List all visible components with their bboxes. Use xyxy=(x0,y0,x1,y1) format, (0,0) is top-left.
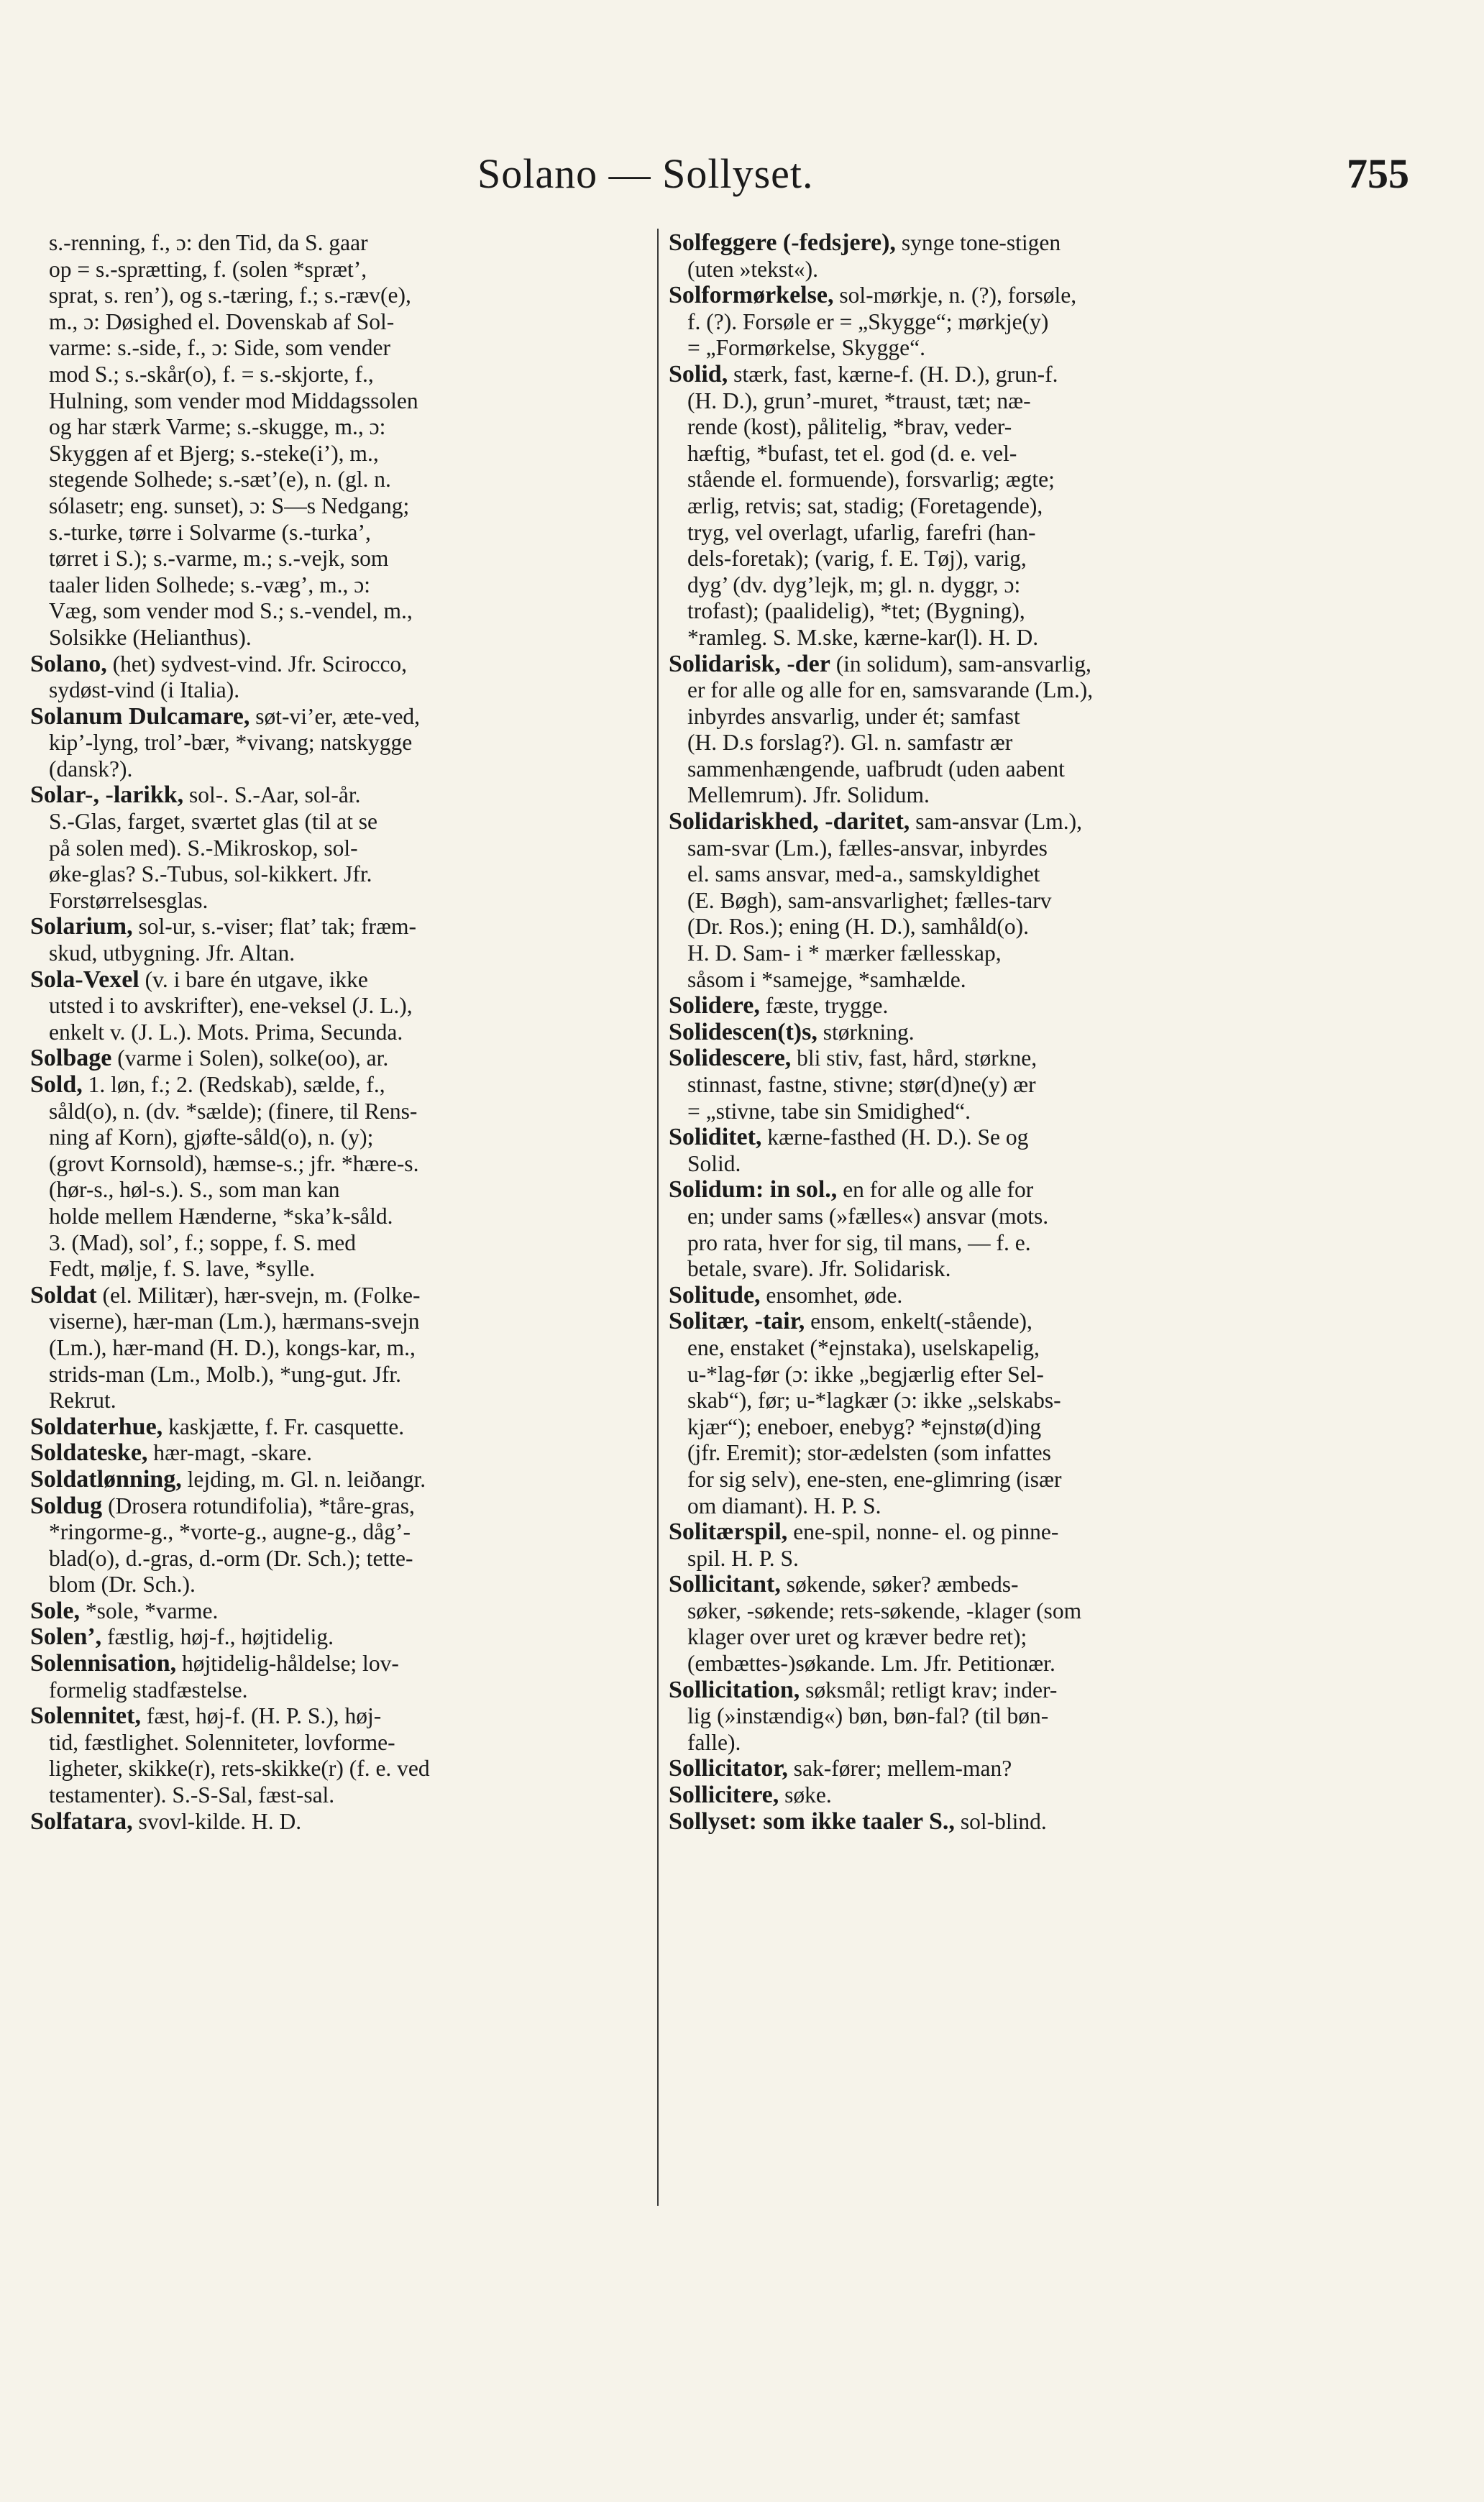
entry-text: betale, svare). Jfr. Solidarisk. xyxy=(687,1256,951,1282)
entry-text-line xyxy=(669,756,1281,783)
entry-text-line xyxy=(30,283,650,309)
entry-text: formelig stadfæstelse. xyxy=(49,1677,248,1703)
headword: Solidescere, xyxy=(669,1045,792,1072)
dictionary-entry-line xyxy=(669,1177,1281,1204)
entry-text-line xyxy=(30,1177,650,1204)
entry-text-line xyxy=(30,520,650,546)
entry-text: sol-ur, s.-viser; flat’ tak; fræm- xyxy=(132,914,417,940)
headword: Solar-, -larikk, xyxy=(30,782,184,809)
entry-text: fæstlig, høj-f., højtidelig. xyxy=(101,1624,334,1650)
entry-text: spil. H. P. S. xyxy=(687,1545,799,1571)
dictionary-entry-line xyxy=(669,1309,1281,1335)
entry-text: bli stiv, fast, hård, størkne, xyxy=(791,1045,1038,1071)
headword: Solitær, -tair, xyxy=(669,1309,805,1335)
entry-text-line xyxy=(669,520,1281,546)
entry-text-line xyxy=(669,1335,1281,1362)
headword: Sola-Vexel xyxy=(30,966,139,993)
entry-text: (E. Bøgh), sam-ansvarlighet; fælles-tarv xyxy=(687,887,1052,913)
entry-text: sak-fører; mellem-man? xyxy=(787,1756,1012,1782)
headword: Solidere, xyxy=(669,993,760,1019)
entry-text: *ramleg. S. M.ske, kærne-kar(l). H. D. xyxy=(687,624,1039,650)
entry-text: Skyggen af et Bjerg; s.-steke(i’), m., xyxy=(49,440,379,466)
entry-text: f. (?). Forsøle er = „Skygge“; mørkje(y) xyxy=(687,308,1049,334)
entry-text-line xyxy=(30,1362,650,1388)
entry-text: utsted i to avskrifter), ene-veksel (J. L.), xyxy=(49,993,413,1019)
headword: Solitærspil, xyxy=(669,1519,788,1546)
entry-text: hær-magt, -skare. xyxy=(147,1440,312,1466)
headword: Solformørkelse, xyxy=(669,283,834,309)
dictionary-entry-line xyxy=(30,1072,650,1099)
entry-text-line xyxy=(669,388,1281,415)
page-number: 755 xyxy=(1347,150,1409,197)
dictionary-entry-line xyxy=(30,704,650,730)
entry-text-line xyxy=(669,441,1281,467)
dictionary-entry-line xyxy=(669,283,1281,309)
entry-text: Mellemrum). Jfr. Solidum. xyxy=(687,782,930,808)
entry-text-line xyxy=(30,493,650,520)
entry-text: ene, enstaket (*ejnstaka), uselskapelig, xyxy=(687,1334,1040,1360)
entry-text: kaskjætte, f. Fr. casquette. xyxy=(162,1413,405,1439)
entry-text: svovl-kilde. H. D. xyxy=(132,1808,302,1834)
entry-text: blom (Dr. Sch.). xyxy=(49,1572,196,1598)
entry-text: søke. xyxy=(779,1782,832,1808)
entry-text: Hulning, som vender mod Middagssolen xyxy=(49,388,418,413)
entry-text-line xyxy=(669,1230,1281,1257)
entry-text: kjær“); eneboer, enebyg? *ejnstø(d)ing xyxy=(687,1413,1042,1439)
entry-text-line xyxy=(669,1072,1281,1099)
entry-text-line xyxy=(669,625,1281,651)
dictionary-entry-line xyxy=(30,1651,650,1677)
entry-text: inbyrdes ansvarlig, under ét; samfast xyxy=(687,703,1020,729)
dictionary-entry-line xyxy=(669,651,1281,678)
entry-text-line xyxy=(669,1256,1281,1283)
entry-text-line xyxy=(669,888,1281,915)
entry-text: en; under sams (»fælles«) ansvar (mots. xyxy=(687,1203,1049,1229)
entry-text: (varme i Solen), solke(oo), ar. xyxy=(111,1045,389,1071)
entry-text: op = s.-sprætting, f. (solen *spræt’, xyxy=(49,256,367,282)
entry-text: ensom, enkelt(-stående), xyxy=(805,1309,1032,1334)
entry-text: (H. D.), grun’-muret, *traust, tæt; næ- xyxy=(687,388,1031,413)
entry-text-line xyxy=(30,861,650,888)
entry-text: dels-foretak); (varig, f. E. Tøj), varig, xyxy=(687,546,1027,572)
entry-text-line xyxy=(669,1414,1281,1441)
headword: Solanum Dulcamare, xyxy=(30,703,250,730)
dictionary-entry-line xyxy=(669,230,1281,257)
entry-text: tørret i S.); s.-varme, m.; s.-vejk, som xyxy=(49,546,389,572)
entry-text-line xyxy=(30,230,650,257)
column-divider xyxy=(657,229,659,2206)
headword: Solidescen(t)s, xyxy=(669,1019,817,1045)
entry-text: tid, fæstlighet. Solenniteter, lovforme- xyxy=(49,1729,395,1755)
entry-text-line xyxy=(669,677,1281,704)
entry-text: s.-renning, f., ɔ: den Tid, da S. gaar xyxy=(49,230,368,255)
entry-text-line xyxy=(30,1204,650,1230)
entry-text-line xyxy=(669,1467,1281,1493)
entry-text: sydøst-vind (i Italia). xyxy=(49,677,240,703)
entry-text: trofast); (paalidelig), *tet; (Bygning), xyxy=(687,598,1025,624)
dictionary-entry-line xyxy=(669,1677,1281,1704)
entry-text: hæftig, *bufast, tet el. god (d. e. vel- xyxy=(687,440,1017,466)
entry-text: holde mellem Hænderne, *ska’k-såld. xyxy=(49,1203,393,1229)
entry-text: 1. løn, f.; 2. (Redskab), sælde, f., xyxy=(82,1072,385,1097)
entry-text-line xyxy=(669,1730,1281,1756)
entry-text-line xyxy=(30,625,650,651)
entry-text: viserne), hær-man (Lm.), hærmans-svejn xyxy=(49,1309,420,1334)
entry-text: søt-vi’er, æte-ved, xyxy=(249,703,421,729)
entry-text: om diamant). H. P. S. xyxy=(687,1493,881,1518)
headword: Solfeggere (-fedsjere), xyxy=(669,230,896,256)
entry-text: skud, utbygning. Jfr. Altan. xyxy=(49,940,296,966)
entry-text: og har stærk Varme; s.-skugge, m., ɔ: xyxy=(49,414,386,440)
entry-text-line xyxy=(30,1572,650,1598)
entry-text: højtidelig-håldelse; lov- xyxy=(176,1651,399,1677)
entry-text-line xyxy=(669,940,1281,967)
entry-text: Forstørrelsesglas. xyxy=(49,887,209,913)
entry-text: såsom i *samejge, *samhælde. xyxy=(687,966,966,992)
headword: Solano, xyxy=(30,651,107,677)
dictionary-entry-line xyxy=(30,1598,650,1625)
entry-text-line xyxy=(30,467,650,493)
left-column xyxy=(30,230,650,1835)
dictionary-entry-line xyxy=(30,914,650,940)
entry-text-line xyxy=(669,309,1281,336)
entry-text: pro rata, hver for sig, til mans, — f. e. xyxy=(687,1229,1031,1255)
entry-text-line xyxy=(30,1730,650,1756)
dictionary-entry-line xyxy=(669,1782,1281,1809)
entry-text: enkelt v. (J. L.). Mots. Prima, Secunda. xyxy=(49,1019,403,1045)
entry-text: sammenhængende, uafbrudt (uden aabent xyxy=(687,756,1065,782)
entry-text-line xyxy=(669,257,1281,283)
entry-text-line xyxy=(669,546,1281,572)
dictionary-entry-line xyxy=(669,993,1281,1019)
entry-text: ene-spil, nonne- el. og pinne- xyxy=(787,1519,1059,1545)
entry-text-line xyxy=(669,730,1281,756)
dictionary-entry-line xyxy=(669,1124,1281,1151)
entry-text: sam-ansvar (Lm.), xyxy=(910,809,1082,835)
dictionary-entry-line xyxy=(30,1493,650,1520)
dictionary-entry-line xyxy=(669,1283,1281,1309)
entry-text: stærk, fast, kærne-f. (H. D.), grun-f. xyxy=(728,361,1058,387)
entry-text-line xyxy=(669,1651,1281,1677)
entry-text: stegende Solhede; s.-sæt’(e), n. (gl. n. xyxy=(49,467,391,492)
entry-text-line xyxy=(669,467,1281,493)
headword: Soldat xyxy=(30,1282,97,1309)
entry-text-line xyxy=(30,677,650,704)
entry-text: tryg, vel overlagt, ufarlig, farefri (han- xyxy=(687,519,1036,545)
entry-text: (v. i bare én utgave, ikke xyxy=(139,966,368,992)
entry-text: synge tone-stigen xyxy=(895,230,1061,255)
headword: Soldug xyxy=(30,1493,103,1519)
entry-text-line xyxy=(30,1309,650,1335)
entry-text-line xyxy=(30,309,650,336)
dictionary-entry-line xyxy=(30,1283,650,1309)
dictionary-entry-line xyxy=(30,967,650,994)
entry-text: *ringorme-g., *vorte-g., augne-g., dåg’- xyxy=(49,1519,411,1545)
dictionary-entry-line xyxy=(30,1414,650,1441)
entry-text-line xyxy=(30,993,650,1019)
entry-text-line xyxy=(669,967,1281,994)
headword: Solen’, xyxy=(30,1624,102,1651)
entry-text: lejding, m. Gl. n. leiðangr. xyxy=(181,1466,426,1492)
entry-text-line xyxy=(669,1546,1281,1572)
entry-text-line xyxy=(669,1099,1281,1125)
entry-text: = „stivne, tabe sin Smidighed“. xyxy=(687,1098,971,1124)
dictionary-entry-line xyxy=(30,1809,650,1836)
entry-text: kærne-fasthed (H. D.). Se og xyxy=(761,1124,1029,1150)
entry-text: u-*lag-før (ɔ: ikke „begjærlig efter Sel- xyxy=(687,1361,1044,1387)
entry-text: fæst, høj-f. (H. P. S.), høj- xyxy=(140,1703,382,1729)
entry-text: Væg, som vender mod S.; s.-vendel, m., xyxy=(49,598,413,624)
entry-text: blad(o), d.-gras, d.-orm (Dr. Sch.); tette- xyxy=(49,1545,413,1571)
entry-text: (H. D.s forslag?). Gl. n. samfastr ær xyxy=(687,730,1013,756)
entry-text-line xyxy=(30,1151,650,1178)
entry-text: sol-. S.-Aar, sol-år. xyxy=(183,782,361,808)
entry-text: testamenter). S.-S-Sal, fæst-sal. xyxy=(49,1782,335,1808)
dictionary-entry-line xyxy=(30,651,650,678)
entry-text: søker, -søkende; rets-søkende, -klager (som xyxy=(687,1598,1082,1623)
entry-text-line xyxy=(30,572,650,599)
entry-text: falle). xyxy=(687,1729,741,1755)
entry-text: for sig selv), ene-sten, ene-glimring (især xyxy=(687,1466,1062,1492)
entry-text-line xyxy=(669,1598,1281,1625)
entry-text-line xyxy=(669,493,1281,520)
entry-text-line xyxy=(30,1388,650,1414)
entry-text: søkende, søker? æmbeds- xyxy=(780,1572,1019,1598)
right-column xyxy=(669,230,1281,1835)
entry-text-line xyxy=(669,835,1281,862)
entry-text: (embættes-)søkande. Lm. Jfr. Petitionær. xyxy=(687,1651,1055,1677)
entry-text: Fedt, mølje, f. S. lave, *sylle. xyxy=(49,1256,316,1282)
headword: Solfatara, xyxy=(30,1808,133,1835)
entry-text: (grovt Kornsold), hæmse-s.; jfr. *hære-s. xyxy=(49,1150,419,1176)
entry-text: el. sams ansvar, med-a., samskyldighet xyxy=(687,861,1040,887)
entry-text: = „Formørkelse, Skygge“. xyxy=(687,335,925,361)
entry-text-line xyxy=(669,782,1281,809)
entry-text: m., ɔ: Døsighed el. Dovenskab af Sol- xyxy=(49,308,395,334)
entry-text: (hør-s., høl-s.). S., som man kan xyxy=(49,1177,340,1203)
entry-text: (het) sydvest-vind. Jfr. Scirocco, xyxy=(106,651,408,677)
entry-text: (Drosera rotundifolia), *tåre-gras, xyxy=(102,1493,415,1518)
headword: Sole, xyxy=(30,1598,80,1624)
headword: Solennisation, xyxy=(30,1651,177,1677)
entry-text-line xyxy=(30,730,650,756)
entry-text-line xyxy=(669,1151,1281,1178)
entry-text-line xyxy=(30,362,650,388)
entry-text: *sole, *varme. xyxy=(79,1598,219,1623)
entry-text-line xyxy=(30,388,650,415)
entry-text-line xyxy=(669,1440,1281,1467)
entry-text: øke-glas? S.-Tubus, sol-kikkert. Jfr. xyxy=(49,861,372,887)
headword: Solid, xyxy=(669,361,728,388)
entry-text-line xyxy=(669,572,1281,599)
entry-text: søksmål; retligt krav; inder- xyxy=(800,1677,1058,1703)
entry-text-line xyxy=(30,888,650,915)
headword: Sollicitere, xyxy=(669,1782,779,1809)
entry-text: (in solidum), sam-ansvarlig, xyxy=(830,651,1091,677)
headword: Solidarisk, -der xyxy=(669,651,830,677)
entry-text-line xyxy=(30,1124,650,1151)
headword: Soldatlønning, xyxy=(30,1466,182,1493)
entry-text: rende (kost), pålitelig, *brav, veder- xyxy=(687,414,1012,440)
entry-text-line xyxy=(30,1782,650,1809)
entry-text: sol-blind. xyxy=(954,1808,1047,1834)
entry-text: ning af Korn), gjøfte-såld(o), n. (y); xyxy=(49,1124,374,1150)
headword: Solidariskhed, -daritet, xyxy=(669,809,910,835)
entry-text: mod S.; s.-skår(o), f. = s.-skjorte, f., xyxy=(49,361,374,387)
dictionary-entry-line xyxy=(30,1045,650,1072)
entry-text: varme: s.-side, f., ɔ: Side, som vender xyxy=(49,335,391,361)
entry-text: (jfr. Eremit); stor-ædelsten (som infattes xyxy=(687,1440,1051,1466)
entry-text-line xyxy=(30,1546,650,1572)
running-head xyxy=(403,150,1409,200)
entry-text: ærlig, retvis; sat, stadig; (Foretagende), xyxy=(687,492,1043,518)
entry-text: 3. (Mad), sol’, f.; soppe, f. S. med xyxy=(49,1229,356,1255)
entry-text-line xyxy=(669,914,1281,940)
entry-text: taaler liden Solhede; s.-væg’, m., ɔ: xyxy=(49,572,371,597)
entry-text: er for alle og alle for en, samsvarande (Lm.), xyxy=(687,677,1094,703)
entry-text: ensomhet, øde. xyxy=(760,1282,903,1308)
entry-text-line xyxy=(669,861,1281,888)
headword: Sollicitator, xyxy=(669,1756,788,1782)
dictionary-entry-line xyxy=(30,1467,650,1493)
dictionary-entry-line xyxy=(669,1756,1281,1782)
headword: Solbage xyxy=(30,1045,112,1072)
entry-text-line xyxy=(669,704,1281,730)
headword: Solitude, xyxy=(669,1282,761,1309)
entry-text-line xyxy=(30,1519,650,1546)
entry-text: såld(o), n. (dv. *sælde); (finere, til Rens- xyxy=(49,1098,418,1124)
entry-text: dyg’ (dv. dyg’lejk, m; gl. n. dyggr, ɔ: xyxy=(687,572,1021,597)
entry-text: stående el. formuende), forsvarlig; ægte; xyxy=(687,467,1055,492)
headword: Sold, xyxy=(30,1072,83,1098)
headword: Soldateske, xyxy=(30,1440,148,1467)
entry-text-line xyxy=(30,1756,650,1782)
dictionary-entry-line xyxy=(669,1572,1281,1598)
headword: Solarium, xyxy=(30,914,133,940)
entry-text-line xyxy=(30,809,650,835)
headword: Solidum: in sol., xyxy=(669,1177,838,1204)
entry-text: sol-mørkje, n. (?), forsøle, xyxy=(833,283,1077,308)
entry-text-line xyxy=(30,1019,650,1046)
page-title: Solano — Sollyset. xyxy=(477,150,814,197)
entry-text: s.-turke, tørre i Solvarme (s.-turka’, xyxy=(49,519,371,545)
dictionary-entry-line xyxy=(669,1519,1281,1546)
entry-text: ligheter, skikke(r), rets-skikke(r) (f. e. ved xyxy=(49,1756,430,1782)
entry-text-line xyxy=(669,598,1281,625)
dictionary-entry-line xyxy=(30,782,650,809)
dictionary-entry-line xyxy=(30,1703,650,1730)
dictionary-entry-line xyxy=(669,1809,1281,1836)
entry-text: (el. Militær), hær-svejn, m. (Folke- xyxy=(96,1282,421,1308)
entry-text: Solsikke (Helianthus). xyxy=(49,624,252,650)
entry-text-line xyxy=(30,257,650,283)
entry-text: fæste, trygge. xyxy=(759,993,889,1019)
entry-text: sam-svar (Lm.), fælles-ansvar, inbyrdes xyxy=(687,835,1048,861)
entry-text-line xyxy=(30,1256,650,1283)
entry-text-line xyxy=(30,441,650,467)
entry-text: Rekrut. xyxy=(49,1388,116,1413)
entry-text: størkning. xyxy=(817,1019,915,1045)
entry-text-line xyxy=(669,1204,1281,1230)
entry-text-line xyxy=(30,940,650,967)
headword: Sollicitant, xyxy=(669,1572,781,1598)
entry-text: på solen med). S.-Mikroskop, sol- xyxy=(49,835,358,861)
entry-text: Solid. xyxy=(687,1150,741,1176)
dictionary-entry-line xyxy=(30,1440,650,1467)
entry-text: sólasetr; eng. sunset), ɔ: S—s Nedgang; xyxy=(49,492,410,518)
entry-text: strids-man (Lm., Molb.), *ung-gut. Jfr. xyxy=(49,1361,401,1387)
entry-text-line xyxy=(669,1362,1281,1388)
entry-text-line xyxy=(669,1388,1281,1414)
entry-text: lig (»instændig«) bøn, bøn-fal? (til bøn- xyxy=(687,1703,1049,1729)
entry-text: stinnast, fastne, stivne; stør(d)ne(y) ær xyxy=(687,1072,1036,1097)
entry-text: (uten »tekst«). xyxy=(687,256,818,282)
dictionary-entry-line xyxy=(669,1045,1281,1072)
entry-text-line xyxy=(669,1624,1281,1651)
entry-text-line xyxy=(669,1493,1281,1520)
entry-text: en for alle og alle for xyxy=(837,1177,1034,1203)
entry-text-line xyxy=(30,598,650,625)
entry-text: kip’-lyng, trol’-bær, *vivang; natskygge xyxy=(49,730,413,756)
dictionary-entry-line xyxy=(30,1624,650,1651)
entry-text: (Dr. Ros.); ening (H. D.), samhåld(o). xyxy=(687,914,1030,940)
entry-text-line xyxy=(30,835,650,862)
headword: Sollyset: som ikke taaler S., xyxy=(669,1808,955,1835)
entry-text-line xyxy=(669,335,1281,362)
entry-text-line xyxy=(30,1230,650,1257)
headword: Soldaterhue, xyxy=(30,1413,163,1440)
entry-text-line xyxy=(669,414,1281,441)
entry-text: sprat, s. ren’), og s.-tæring, f.; s.-ræv(e), xyxy=(49,283,411,308)
entry-text: S.-Glas, farget, sværtet glas (til at se xyxy=(49,809,377,835)
dictionary-entry-line xyxy=(669,809,1281,835)
headword: Sollicitation, xyxy=(669,1677,800,1703)
entry-text-line xyxy=(30,414,650,441)
entry-text-line xyxy=(669,1703,1281,1730)
entry-text-line xyxy=(30,1677,650,1704)
entry-text: skab“), før; u-*lagkær (ɔ: ikke „selskabs- xyxy=(687,1388,1061,1413)
entry-text-line xyxy=(30,1099,650,1125)
entry-text: (dansk?). xyxy=(49,756,133,782)
entry-text-line xyxy=(30,756,650,783)
entry-text-line xyxy=(30,1335,650,1362)
entry-text-line xyxy=(30,546,650,572)
dictionary-entry-line xyxy=(669,362,1281,388)
headword: Solennitet, xyxy=(30,1703,141,1730)
dictionary-entry-line xyxy=(669,1019,1281,1046)
headword: Soliditet, xyxy=(669,1124,762,1151)
entry-text: klager over uret og kræver bedre ret); xyxy=(687,1624,1027,1650)
entry-text-line xyxy=(30,335,650,362)
entry-text: (Lm.), hær-mand (H. D.), kongs-kar, m., xyxy=(49,1334,416,1360)
entry-text: H. D. Sam- i * mærker fællesskap, xyxy=(687,940,1002,966)
